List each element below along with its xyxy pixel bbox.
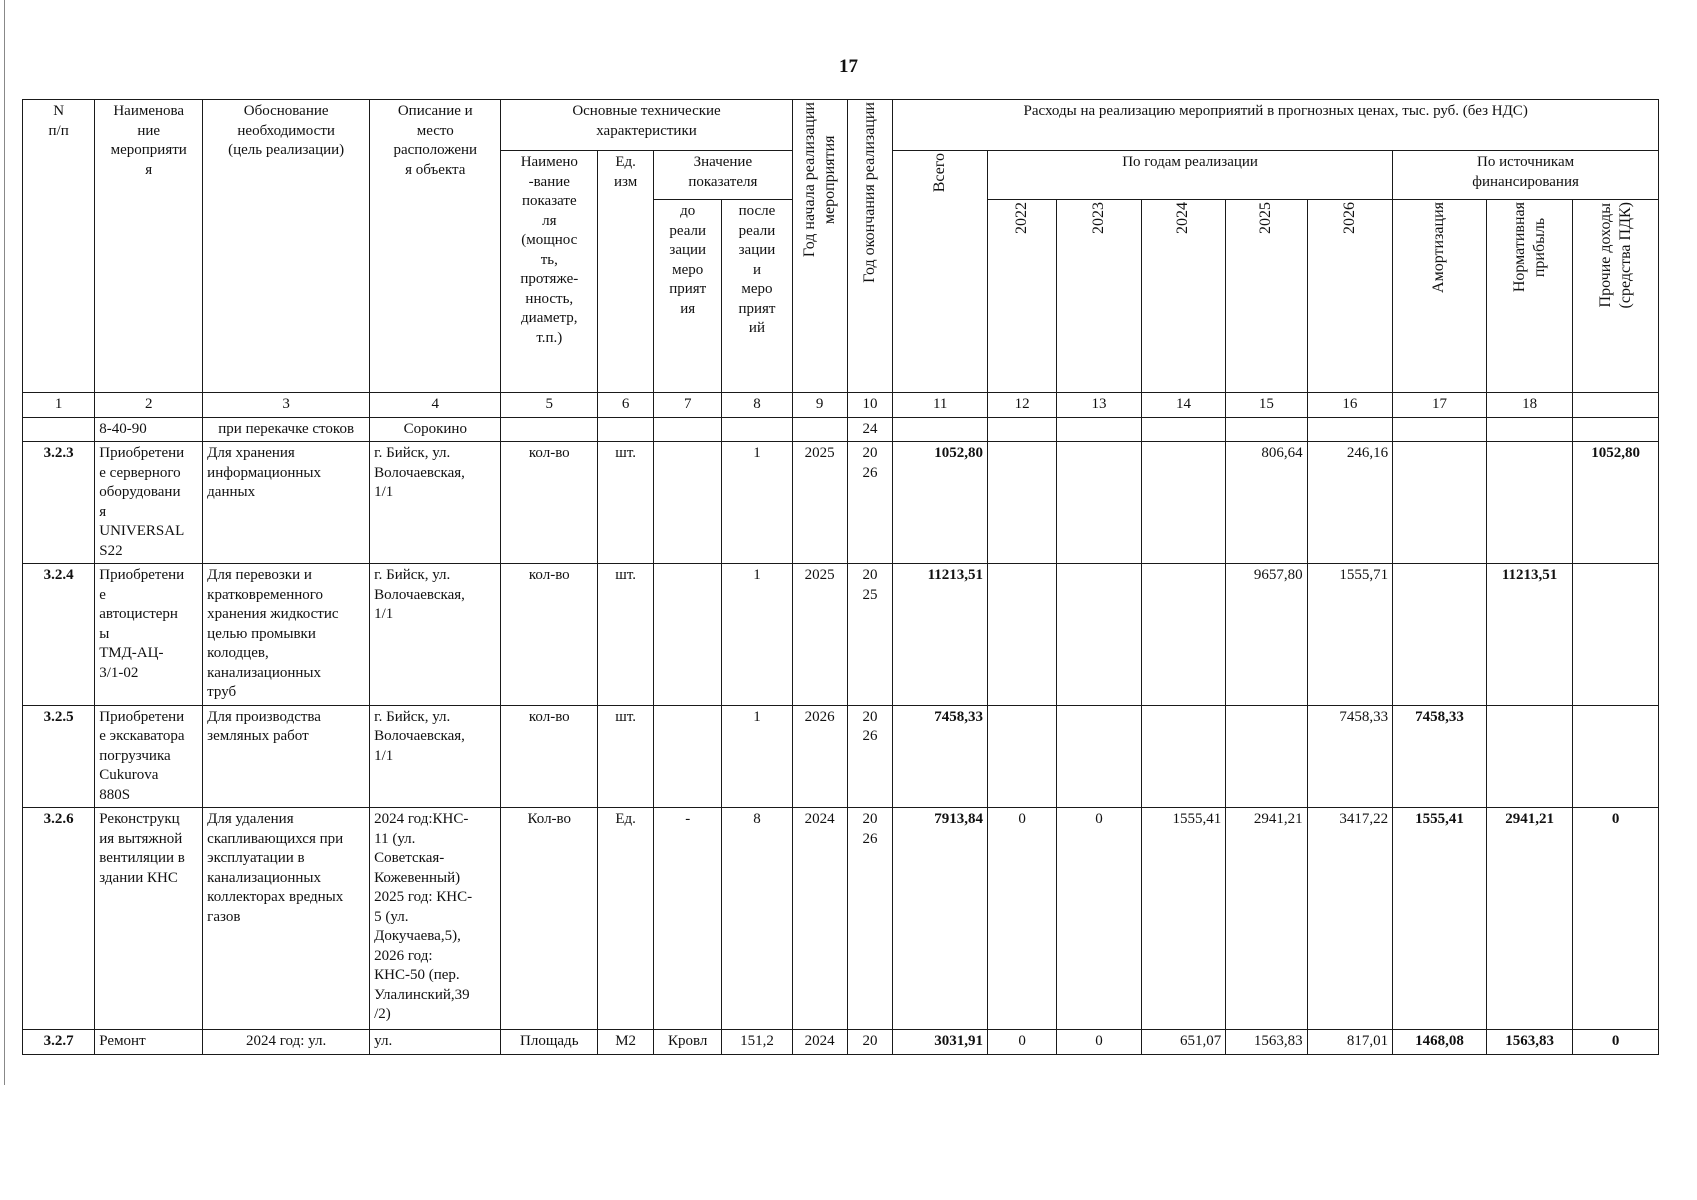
table-cell: 3.2.3 <box>23 442 95 564</box>
table-cell: - <box>654 808 722 1030</box>
investment-table <box>22 99 1659 1055</box>
table-cell: 2024 <box>792 808 847 1030</box>
table-cell: 7458,33 <box>1307 705 1393 808</box>
table-cell: 20 26 <box>847 442 893 564</box>
header-year-2025: 2025 <box>1226 200 1307 393</box>
table-cell <box>988 442 1057 564</box>
table-cell: 1 <box>722 442 792 564</box>
table-cell <box>1057 442 1141 564</box>
table-cell: Для хранения информационных данных <box>203 442 370 564</box>
table-cell: 3031,91 <box>893 1030 988 1055</box>
header-year-2026: 2026 <box>1307 200 1393 393</box>
table-cell <box>1486 417 1573 442</box>
table-cell: Для производства земляных работ <box>203 705 370 808</box>
table-cell <box>1573 705 1659 808</box>
table-cell: 7913,84 <box>893 808 988 1030</box>
table-cell: 24 <box>847 417 893 442</box>
table-cell <box>1486 705 1573 808</box>
table-cell: 806,64 <box>1226 442 1307 564</box>
table-cell: 1563,83 <box>1486 1030 1573 1055</box>
table-cell: 3.2.6 <box>23 808 95 1030</box>
table-cell: 246,16 <box>1307 442 1393 564</box>
column-number: 17 <box>1393 393 1487 418</box>
table-cell: 3.2.7 <box>23 1030 95 1055</box>
column-number: 2 <box>95 393 203 418</box>
header-name: Наименова ние мероприяти я <box>95 100 203 393</box>
table-cell: 1468,08 <box>1393 1030 1487 1055</box>
table-cell: при перекачке стоков <box>203 417 370 442</box>
table-row <box>23 1030 1659 1055</box>
table-cell: Ремонт <box>95 1030 203 1055</box>
table-cell: 8-40-90 <box>95 417 203 442</box>
table-cell: Сорокино <box>370 417 501 442</box>
header-normative-profit: Нормативная прибыль <box>1486 200 1573 393</box>
table-cell <box>988 564 1057 706</box>
table-cell: 1555,41 <box>1141 808 1225 1030</box>
table-cell: 9657,80 <box>1226 564 1307 706</box>
table-cell: кол-во <box>501 564 598 706</box>
table-cell <box>1141 417 1225 442</box>
table-cell: 2024 год: ул. <box>203 1030 370 1055</box>
table-cell: Реконструкц ия вытяжной вентиляции в здании КНС <box>95 808 203 1030</box>
column-number: 10 <box>847 393 893 418</box>
header-total: Всего <box>893 151 988 393</box>
header-location: Описание и место расположени я объекта <box>370 100 501 393</box>
table-cell: 11213,51 <box>1486 564 1573 706</box>
column-number: 13 <box>1057 393 1141 418</box>
table-cell: 11213,51 <box>893 564 988 706</box>
header-after: после реали зации и меро прият ий <box>722 200 792 393</box>
table-cell: 1 <box>722 564 792 706</box>
table-cell <box>1226 417 1307 442</box>
table-cell: 3.2.5 <box>23 705 95 808</box>
table-cell: 2026 <box>792 705 847 808</box>
header-tech: Основные технические характеристики <box>501 100 792 151</box>
table-cell <box>1057 705 1141 808</box>
table-cell: г. Бийск, ул. Волочаевская, 1/1 <box>370 442 501 564</box>
table-cell: шт. <box>598 564 654 706</box>
column-number-row <box>23 393 1659 418</box>
header-year-2024: 2024 <box>1141 200 1225 393</box>
table-cell: 817,01 <box>1307 1030 1393 1055</box>
table-cell: 0 <box>1057 808 1141 1030</box>
table-cell: г. Бийск, ул. Волочаевская, 1/1 <box>370 564 501 706</box>
table-cell: 20 <box>847 1030 893 1055</box>
table-row <box>23 442 1659 564</box>
header-justification: Обоснование необходимости (цель реализации) <box>203 100 370 393</box>
table-cell <box>654 705 722 808</box>
table-cell: 151,2 <box>722 1030 792 1055</box>
column-number: 1 <box>23 393 95 418</box>
table-cell <box>893 417 988 442</box>
table-cell: Площадь <box>501 1030 598 1055</box>
column-number: 8 <box>722 393 792 418</box>
table-cell: 8 <box>722 808 792 1030</box>
table-cell: шт. <box>598 442 654 564</box>
table-cell: Приобретени е серверного оборудовани я UNIVERSAL S22 <box>95 442 203 564</box>
table-cell <box>1226 705 1307 808</box>
table-cell: 7458,33 <box>893 705 988 808</box>
table-cell <box>988 417 1057 442</box>
table-cell: Для перевозки и кратковременного хранения жидкостис целью промывки колодцев, канализационных труб <box>203 564 370 706</box>
table-cell: Кровл <box>654 1030 722 1055</box>
table-cell <box>1307 417 1393 442</box>
header-before: до реали зации меро прият ия <box>654 200 722 393</box>
column-number: 11 <box>893 393 988 418</box>
table-cell: М2 <box>598 1030 654 1055</box>
table-cell: 1052,80 <box>1573 442 1659 564</box>
column-number: 18 <box>1486 393 1573 418</box>
table-cell <box>1393 442 1487 564</box>
table-cell: 651,07 <box>1141 1030 1225 1055</box>
header-year-end: Год окончания реализации <box>847 100 893 393</box>
header-by-year: По годам реализации <box>988 151 1393 200</box>
table-cell: 1052,80 <box>893 442 988 564</box>
column-number: 7 <box>654 393 722 418</box>
table-cell: ул. <box>370 1030 501 1055</box>
table-cell <box>1486 442 1573 564</box>
table-cell: 20 26 <box>847 808 893 1030</box>
header-value: Значение показателя <box>654 151 792 200</box>
header-unit: Ед. изм <box>598 151 654 393</box>
table-cell: 0 <box>988 1030 1057 1055</box>
table-row <box>23 808 1659 1030</box>
column-number: 16 <box>1307 393 1393 418</box>
header-by-source: По источникам финансирования <box>1393 151 1659 200</box>
table-cell <box>1573 564 1659 706</box>
page-number: 17 <box>839 56 858 77</box>
table-cell: шт. <box>598 705 654 808</box>
table-cell <box>1573 417 1659 442</box>
table-cell <box>792 417 847 442</box>
table-cell <box>654 442 722 564</box>
table-cell: Ед. <box>598 808 654 1030</box>
table-cell: 1555,41 <box>1393 808 1487 1030</box>
table-cell <box>23 417 95 442</box>
column-number: 4 <box>370 393 501 418</box>
table-cell <box>598 417 654 442</box>
table-cell: 2941,21 <box>1226 808 1307 1030</box>
header-year-2023: 2023 <box>1057 200 1141 393</box>
table-cell <box>1393 417 1487 442</box>
table-cell: Приобретени е экскаватора погрузчика Cukurova 880S <box>95 705 203 808</box>
table-cell: 2024 <box>792 1030 847 1055</box>
table-cell: 0 <box>1573 808 1659 1030</box>
table-cell <box>1141 442 1225 564</box>
table-cell: 2025 <box>792 564 847 706</box>
column-number: 12 <box>988 393 1057 418</box>
table-cell: 2025 <box>792 442 847 564</box>
table-cell: кол-во <box>501 705 598 808</box>
table-cell: Для удаления скапливающихся при эксплуатации в канализационных коллекторах вредных газов <box>203 808 370 1030</box>
column-number: 3 <box>203 393 370 418</box>
header-year-start: Год начала реализации мероприятия <box>792 100 847 393</box>
column-number: 15 <box>1226 393 1307 418</box>
header-n: N п/п <box>23 100 95 393</box>
column-number: 5 <box>501 393 598 418</box>
table-cell: 2941,21 <box>1486 808 1573 1030</box>
header-costs: Расходы на реализацию мероприятий в прогнозных ценах, тыс. руб. (без НДС) <box>893 100 1659 151</box>
table-cell: 3417,22 <box>1307 808 1393 1030</box>
table-cell: 3.2.4 <box>23 564 95 706</box>
column-number <box>1573 393 1659 418</box>
header-amortization: Амортизация <box>1393 200 1487 393</box>
table-cell <box>501 417 598 442</box>
table-row <box>23 705 1659 808</box>
page-edge-line <box>4 0 5 1085</box>
table-cell <box>1057 564 1141 706</box>
header-year-2022: 2022 <box>988 200 1057 393</box>
table-cell: Кол-во <box>501 808 598 1030</box>
table-cell: 0 <box>988 808 1057 1030</box>
table-cell <box>1057 417 1141 442</box>
table-cell: 0 <box>1573 1030 1659 1055</box>
table-cell: 2024 год:КНС- 11 (ул. Советская- Кожевенный) 2025 год: КНС- 5 (ул. Докучаева,5), 2026 год: КНС-50 (пер. Улалинский,39 /2) <box>370 808 501 1030</box>
table-cell <box>1393 564 1487 706</box>
table-cell: 20 26 <box>847 705 893 808</box>
header-other-income: Прочие доходы (средства ПДК) <box>1573 200 1659 393</box>
table-row <box>23 564 1659 706</box>
column-number: 14 <box>1141 393 1225 418</box>
table-cell: кол-во <box>501 442 598 564</box>
table-cell <box>654 417 722 442</box>
table-cell: 1563,83 <box>1226 1030 1307 1055</box>
table-cell: 1555,71 <box>1307 564 1393 706</box>
table-cell: 7458,33 <box>1393 705 1487 808</box>
table-cell: 0 <box>1057 1030 1141 1055</box>
column-number: 9 <box>792 393 847 418</box>
table-cell: г. Бийск, ул. Волочаевская, 1/1 <box>370 705 501 808</box>
table-cell: 1 <box>722 705 792 808</box>
table-cell: 20 25 <box>847 564 893 706</box>
header-tech-name: Наимено -вание показате ля (мощнос ть, протяже- нность, диаметр, т.п.) <box>501 151 598 393</box>
column-number: 6 <box>598 393 654 418</box>
table-row <box>23 417 1659 442</box>
table-cell <box>1141 564 1225 706</box>
table-cell <box>654 564 722 706</box>
table-cell <box>722 417 792 442</box>
table-cell <box>988 705 1057 808</box>
table-cell: Приобретени е автоцистерн ы ТМД-АЦ- 3/1-02 <box>95 564 203 706</box>
table-cell <box>1141 705 1225 808</box>
